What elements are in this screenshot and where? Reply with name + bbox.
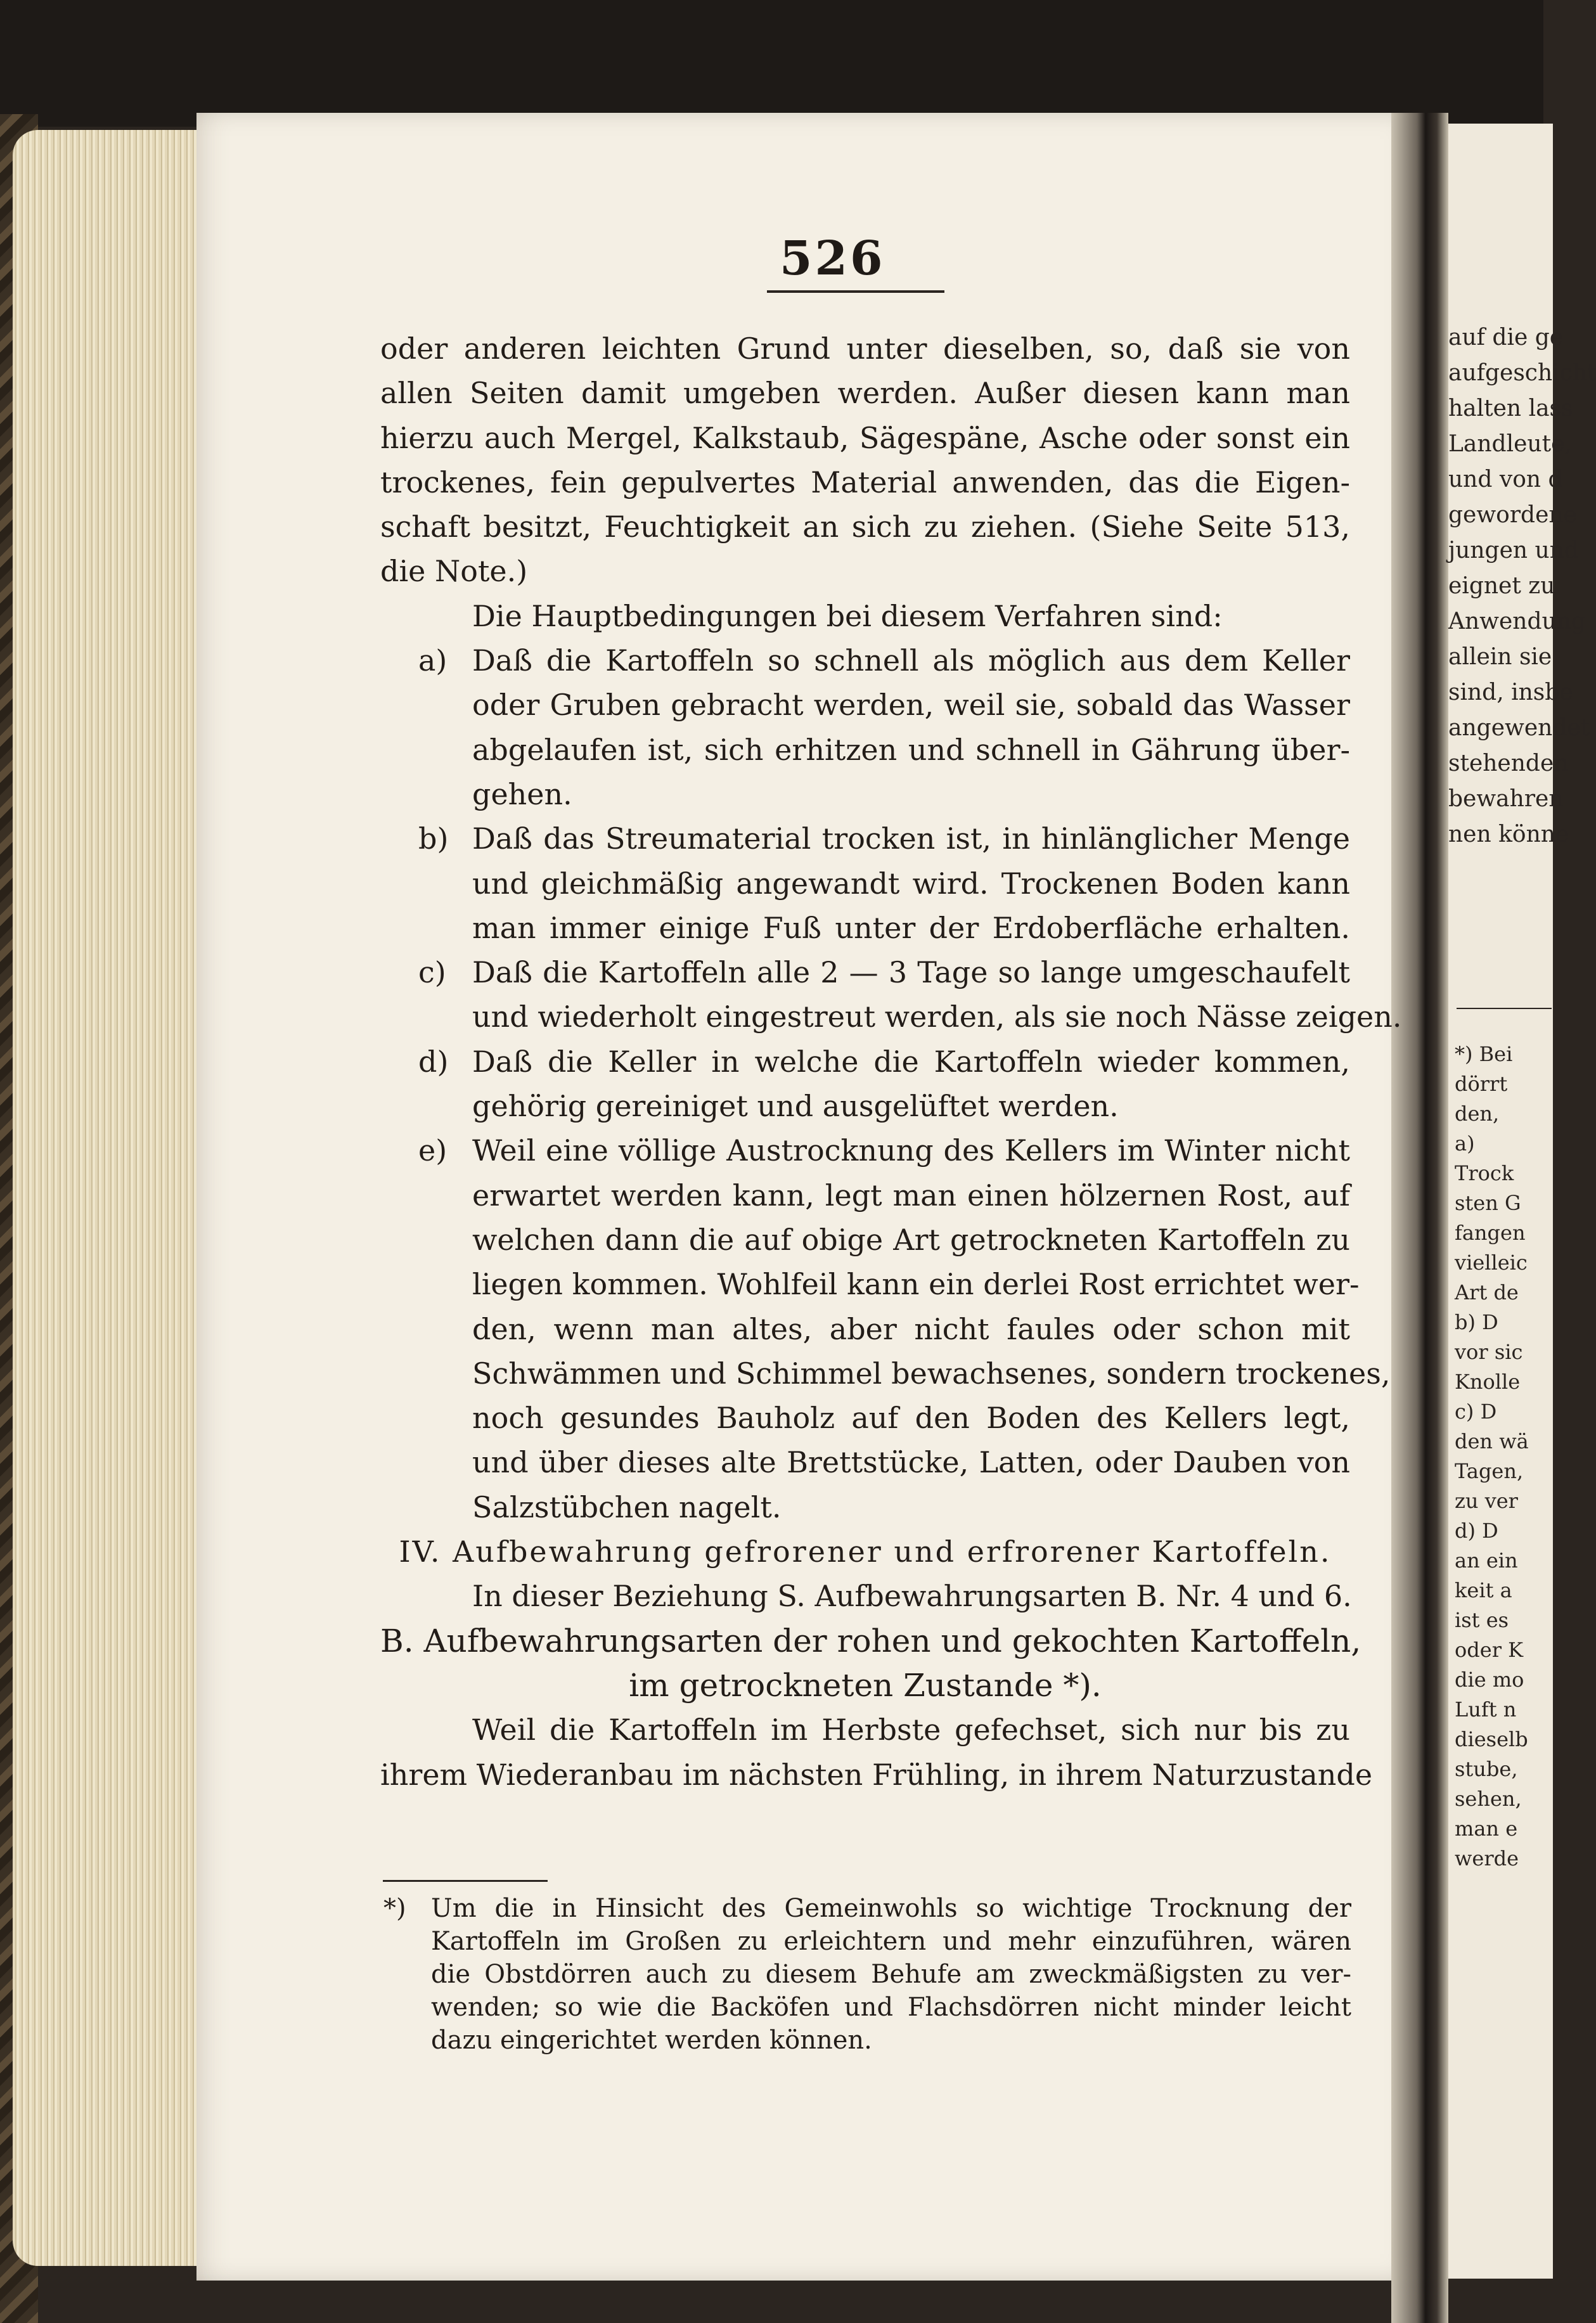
footnote_lines-line <box>383 1892 1351 1925</box>
body_lines-line <box>380 1485 1350 1529</box>
body_lines-marker: c) <box>418 955 446 990</box>
footnote_lines-text: die Obstdörren auch zu diesem Behufe am zweckmäßigsten zu ver- <box>431 1960 1351 1989</box>
body_lines-text: liegen kommen. Wohlfeil kann ein derlei Rost errichtet wer- <box>472 1267 1360 1302</box>
body_lines-text: Daß das Streumaterial trocken ist, in hinlänglicher Menge <box>472 821 1350 856</box>
right_page_notes-line: werde <box>1455 1846 1519 1870</box>
body_lines-text: den, wenn man altes, aber nicht faules oder schon mit <box>472 1311 1350 1346</box>
body_lines-text: gehörig gereiniget und ausgelüftet werden. <box>472 1089 1119 1124</box>
footnote_lines-line <box>431 1958 1351 1991</box>
body_lines-line <box>380 638 1350 683</box>
background-top <box>0 0 1543 127</box>
body_lines-marker: d) <box>418 1044 449 1079</box>
body_lines-text: man immer einige Fuß unter der Erdoberfläche erhalten. <box>472 910 1350 945</box>
body_lines-text: Daß die Kartoffeln alle 2 — 3 Tage so lange umgeschaufelt <box>472 955 1350 990</box>
body_lines-line <box>380 416 1350 460</box>
right_page_lines-line: und von d <box>1448 467 1563 492</box>
body_lines-line <box>380 816 1350 861</box>
body_lines-text: abgelaufen ist, sich erhitzen und schnell in Gährung über- <box>472 732 1350 767</box>
body_lines-line <box>380 1619 1361 1663</box>
right_page_lines-line: nen könne <box>1448 821 1569 847</box>
right_page_notes-line: Trock <box>1455 1161 1514 1185</box>
footnote_lines-line <box>431 1991 1351 2024</box>
right_page_notes-line: dieselb <box>1455 1727 1528 1751</box>
body_lines-text: gehen. <box>472 776 572 811</box>
page-number-rule <box>767 290 944 293</box>
body_lines-line <box>380 906 1350 950</box>
body_lines-text: Daß die Kartoffeln so schnell als möglich aus dem Keller <box>472 643 1350 678</box>
right_page_lines-line: angewendet <box>1448 715 1590 741</box>
body_lines-line <box>380 772 1350 816</box>
body_lines-text: trockenes, fein gepulvertes Material anwenden, das die Eigen- <box>380 465 1350 499</box>
book-gutter <box>1391 113 1448 2323</box>
right_page_notes-line: man e <box>1455 1817 1518 1841</box>
body_lines-line <box>380 1262 1360 1306</box>
body_lines-text: schaft besitzt, Feuchtigkeit an sich zu ziehen. (Siehe Seite 513, <box>380 510 1350 544</box>
body_lines-text: B. Aufbewahrungsarten der rohen und gekochten Kartoffeln, <box>380 1622 1361 1659</box>
right_page_lines-line: halten lass <box>1448 396 1573 421</box>
right_page_lines-line: auf die ge <box>1448 325 1564 351</box>
footnote_lines-text: Um die in Hinsicht des Gemeinwohls so wichtige Trocknung der <box>431 1894 1351 1923</box>
body_lines-line <box>380 1396 1350 1440</box>
body_lines-line <box>380 1173 1350 1218</box>
body_lines-line <box>380 594 1350 638</box>
footnote_lines-line <box>431 1925 1351 1958</box>
body_lines-line <box>380 1218 1350 1262</box>
body_lines-line <box>380 1663 1350 1708</box>
body_lines-text: hierzu auch Mergel, Kalkstaub, Sägespäne, Asche oder sonst ein <box>380 420 1350 455</box>
body_lines-text: und gleichmäßig angewandt wird. Trockenen Boden kann <box>472 866 1350 901</box>
right_page_notes-line: fangen <box>1455 1221 1526 1245</box>
body_lines-line <box>380 460 1350 505</box>
body_lines-line <box>380 1708 1350 1752</box>
footnotes <box>383 1892 1351 2057</box>
body_lines-line <box>380 994 1402 1039</box>
right_page_notes-line: den wä <box>1455 1429 1529 1453</box>
right_page_notes-line: c) D <box>1455 1400 1497 1424</box>
right_page_notes-line: Luft n <box>1455 1697 1517 1721</box>
right_page_lines-line: bewahren <box>1448 786 1564 812</box>
right_page_notes-line: *) Bei <box>1455 1042 1513 1066</box>
body_lines-line <box>380 683 1350 727</box>
body_lines-line <box>380 1307 1350 1351</box>
body_lines-text: allen Seiten damit umgeben werden. Außer diesen kann man <box>380 376 1350 411</box>
body_lines-line <box>380 326 1350 371</box>
footnote_lines-line <box>431 2024 1351 2057</box>
body_lines-line <box>380 950 1350 994</box>
body_lines-text: Die Hauptbedingungen bei diesem Verfahren sind: <box>472 598 1223 633</box>
body_lines-text: welchen dann die auf obige Art getrockneten Kartoffeln zu <box>472 1222 1350 1257</box>
right_page_notes-line: zu ver <box>1455 1489 1518 1513</box>
right_page_notes-line: vor sic <box>1455 1340 1523 1364</box>
right_page_lines-line: allein sie <box>1448 644 1552 670</box>
right_page_notes-line: die mo <box>1455 1668 1524 1692</box>
body-text <box>380 326 1402 1797</box>
right_page_lines-line: gewordene <box>1448 502 1577 528</box>
right_page_lines-line: jungen und <box>1448 537 1579 563</box>
right_page_notes-line: dörrt <box>1455 1072 1508 1096</box>
right_page_notes-line: stube, <box>1455 1757 1518 1781</box>
page-edges <box>13 130 222 2266</box>
body_lines-text: oder anderen leichten Grund unter dieselben, so, daß sie von <box>380 331 1350 366</box>
body_lines-text: erwartet werden kann, legt man einen hölzernen Rost, auf <box>472 1178 1350 1213</box>
right_page_notes-line: b) D <box>1455 1310 1498 1334</box>
right_page_notes-line: Knolle <box>1455 1370 1521 1394</box>
body_lines-text: und wiederholt eingestreut werden, als sie noch Nässe zeigen. <box>472 1000 1402 1034</box>
body_lines-marker: b) <box>418 821 449 856</box>
body_lines-line <box>380 549 1350 593</box>
body_lines-text: Weil die Kartoffeln im Herbste gefechset, sich nur bis zu <box>472 1713 1350 1747</box>
right_page_lines-line: Landleute, <box>1448 431 1572 457</box>
right_page_lines-line: sind, insbe <box>1448 679 1573 705</box>
body_lines-line <box>380 1574 1350 1618</box>
body_lines-text: noch gesundes Bauholz auf den Boden des Kellers legt, <box>472 1401 1350 1436</box>
right_page_notes-line: d) D <box>1455 1519 1498 1543</box>
footnote_lines-marker: *) <box>383 1894 406 1923</box>
body_lines-line <box>380 1084 1350 1128</box>
right_page_lines-line: Anwendung <box>1448 608 1586 634</box>
body_lines-line <box>380 1351 1391 1396</box>
right_page_lines-line: aufgeschicht <box>1448 360 1596 386</box>
body_lines-text: IV. Aufbewahrung gefrorener und erfrorener Kartoffeln. <box>399 1535 1332 1569</box>
right-page-text <box>1448 320 1596 853</box>
footnote-rule <box>383 1880 548 1882</box>
body_lines-text: oder Gruben gebracht werden, weil sie, sobald das Wasser <box>472 688 1350 723</box>
body_lines-text: die Note.) <box>380 554 528 589</box>
right_page_lines-line: eignet zu <box>1448 573 1555 599</box>
body_lines-line <box>380 861 1350 906</box>
body_lines-line <box>380 371 1350 415</box>
body_lines-text: Daß die Keller in welche die Kartoffeln wieder kommen, <box>472 1044 1350 1079</box>
right_page_notes-line: ist es <box>1455 1608 1509 1632</box>
right_page_notes-line: sehen, <box>1455 1787 1522 1811</box>
body_lines-line <box>380 1753 1373 1797</box>
right_page_notes-line: oder K <box>1455 1638 1524 1662</box>
page-number: 526 <box>780 231 885 286</box>
footnote_lines-text: Kartoffeln im Großen zu erleichtern und mehr einzuführen, wären <box>431 1927 1351 1956</box>
body_lines-line <box>380 1440 1350 1484</box>
right_page_notes-line: den, <box>1455 1102 1500 1126</box>
body_lines-text: In dieser Beziehung S. Aufbewahrungsarten B. Nr. 4 und 6. <box>472 1579 1352 1614</box>
body_lines-marker: e) <box>418 1133 447 1168</box>
footnote_lines-text: dazu eingerichtet werden können. <box>431 2026 872 2055</box>
right_page_notes-line: keit a <box>1455 1578 1512 1602</box>
body_lines-marker: a) <box>418 643 447 678</box>
right_page_notes-line: Art de <box>1455 1280 1519 1304</box>
body_lines-text: und über dieses alte Brettstücke, Latten, oder Dauben von <box>472 1445 1350 1480</box>
body_lines-line <box>380 1039 1350 1084</box>
body_lines-text: im getrockneten Zustande *). <box>629 1666 1102 1704</box>
right-page-rule <box>1457 1008 1552 1009</box>
right_page_notes-line: an ein <box>1455 1548 1518 1573</box>
body_lines-line <box>380 505 1350 549</box>
right-page-notes <box>1455 1039 1556 1874</box>
body_lines-line <box>380 728 1350 772</box>
footnote_lines-text: wenden; so wie die Backöfen und Flachsdörren nicht minder leicht <box>431 1993 1351 2022</box>
right_page_notes-line: sten G <box>1455 1191 1521 1215</box>
body_lines-line <box>380 1128 1350 1173</box>
right_page_lines-line: stehenden <box>1448 750 1569 776</box>
body_lines-text: Salzstübchen nagelt. <box>472 1490 782 1524</box>
right_page_notes-line: vielleic <box>1455 1251 1528 1275</box>
body_lines-text: Weil eine völlige Austrocknung des Kellers im Winter nicht <box>472 1133 1350 1168</box>
body_lines-text: ihrem Wiederanbau im nächsten Frühling, in ihrem Naturzustande <box>380 1757 1373 1792</box>
body_lines-text: Schwämmen und Schimmel bewachsenes, sondern trockenes, <box>472 1356 1391 1391</box>
body_lines-line <box>380 1529 1350 1574</box>
right_page_notes-line: Tagen, <box>1455 1459 1524 1483</box>
right_page_notes-line: a) <box>1455 1131 1475 1155</box>
